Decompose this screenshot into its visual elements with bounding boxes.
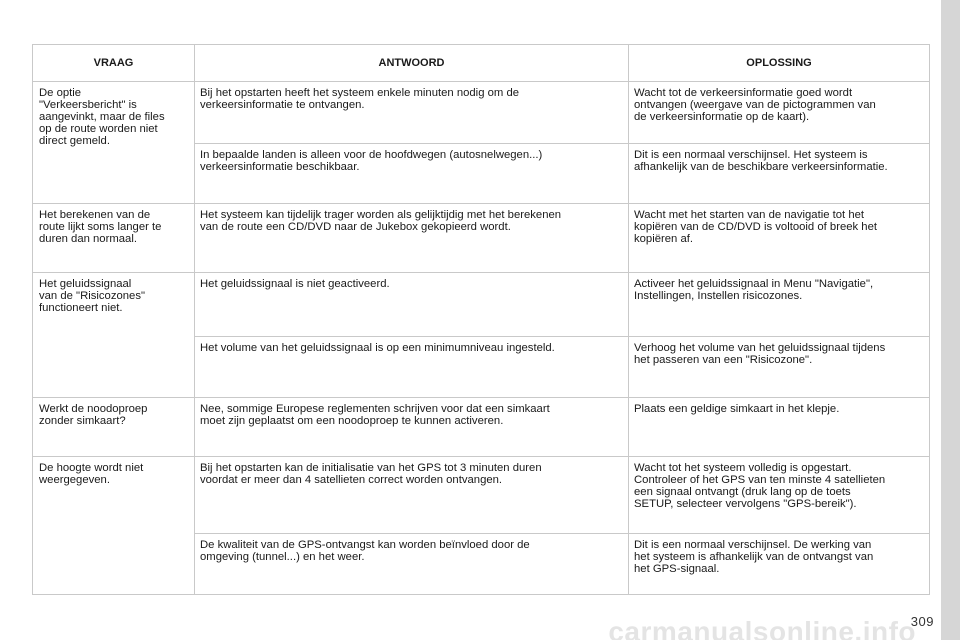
answer-cell <box>195 397 629 456</box>
question-text: Werkt de noodoproep zonder simkaart? <box>39 402 148 427</box>
question-text: De hoogte wordt niet weergegeven. <box>39 461 144 486</box>
table-row <box>33 397 930 456</box>
answer-cell <box>195 82 629 144</box>
question-cell <box>33 82 195 204</box>
header-vraag: VRAAG <box>33 45 195 82</box>
answer-text: Het volume van het geluidssignaal is op een minimumniveau ingesteld. <box>200 342 555 355</box>
table-row <box>33 204 930 273</box>
answer-cell <box>195 273 629 337</box>
table-header-row <box>33 45 930 82</box>
troubleshooting-table <box>32 44 930 595</box>
solution-text: Verhoog het volume van het geluidssignaal tijdens het passeren van een "Risicozone". <box>634 342 886 367</box>
answer-text: In bepaalde landen is alleen voor de hoofdwegen (autosnelwegen...) verkeersinformatie beschikbaar. <box>200 149 543 174</box>
answer-cell <box>195 456 629 533</box>
solution-text: Wacht tot de verkeersinformatie goed wordt ontvangen (weergave van de pictogrammen van de verkeersinformatie op de kaart). <box>634 87 876 123</box>
answer-text: De kwaliteit van de GPS-ontvangst kan worden beïnvloed door de omgeving (tunnel...) en het weer. <box>200 538 530 563</box>
page-side-tab <box>941 0 960 640</box>
header-oplossing: OPLOSSING <box>629 45 930 82</box>
solution-text: Dit is een normaal verschijnsel. De werking van het systeem is afhankelijk van de ontvangst van het GPS-signaal. <box>634 538 874 575</box>
table-row <box>33 82 930 144</box>
question-cell <box>33 456 195 594</box>
solution-text: Wacht tot het systeem volledig is opgestart. Controleer of het GPS van ten minste 4 satellieten een signaal ontvangt (druk lang op de toets SETUP, selecteer vervolgens "GPS-bereik"). <box>634 461 886 510</box>
answer-cell <box>195 533 629 594</box>
solution-cell <box>629 456 930 533</box>
answer-text: Het geluidssignaal is niet geactiveerd. <box>200 278 390 291</box>
answer-cell <box>195 144 629 204</box>
solution-cell <box>629 144 930 204</box>
solution-cell <box>629 533 930 594</box>
question-cell <box>33 204 195 273</box>
question-text: De optie "Verkeersbericht" is aangevinkt, maar de files op de route worden niet direct gemeld. <box>39 87 165 147</box>
solution-text: Dit is een normaal verschijnsel. Het systeem is afhankelijk van de beschikbare verkeersinformatie. <box>634 149 888 174</box>
solution-text: Plaats een geldige simkaart in het klepje. <box>634 402 840 415</box>
solution-text: Wacht met het starten van de navigatie tot het kopiëren van de CD/DVD is voltooid of breek het kopiëren af. <box>634 209 878 246</box>
solution-cell <box>629 337 930 397</box>
solution-cell <box>629 273 930 337</box>
solution-cell <box>629 82 930 144</box>
table-row <box>33 456 930 533</box>
answer-cell <box>195 337 629 397</box>
table-row <box>33 273 930 337</box>
page-number: 309 <box>910 614 934 629</box>
solution-text: Activeer het geluidssignaal in Menu "Navigatie", Instellingen, Instellen risicozones. <box>634 278 874 303</box>
question-cell <box>33 397 195 456</box>
question-text: Het berekenen van de route lijkt soms langer te duren dan normaal. <box>39 209 162 246</box>
answer-text: Het systeem kan tijdelijk trager worden als gelijktijdig met het berekenen van de route een CD/DVD naar de Jukebox gekopieerd wordt. <box>200 209 562 234</box>
answer-text: Bij het opstarten kan de initialisatie van het GPS tot 3 minuten duren voordat er meer dan 4 satellieten correct worden ontvangen. <box>200 461 542 486</box>
question-text: Het geluidssignaal van de "Risicozones" functioneert niet. <box>39 278 145 315</box>
solution-cell <box>629 204 930 273</box>
watermark: carmanualsonline.info <box>608 618 916 640</box>
solution-cell <box>629 397 930 456</box>
answer-text: Bij het opstarten heeft het systeem enkele minuten nodig om de verkeersinformatie te ontvangen. <box>200 87 520 111</box>
question-cell <box>33 273 195 397</box>
answer-text: Nee, sommige Europese reglementen schrijven voor dat een simkaart moet zijn geplaatst om een noodoproep te kunnen activeren. <box>200 402 550 427</box>
header-antwoord: ANTWOORD <box>195 45 629 82</box>
answer-cell <box>195 204 629 273</box>
